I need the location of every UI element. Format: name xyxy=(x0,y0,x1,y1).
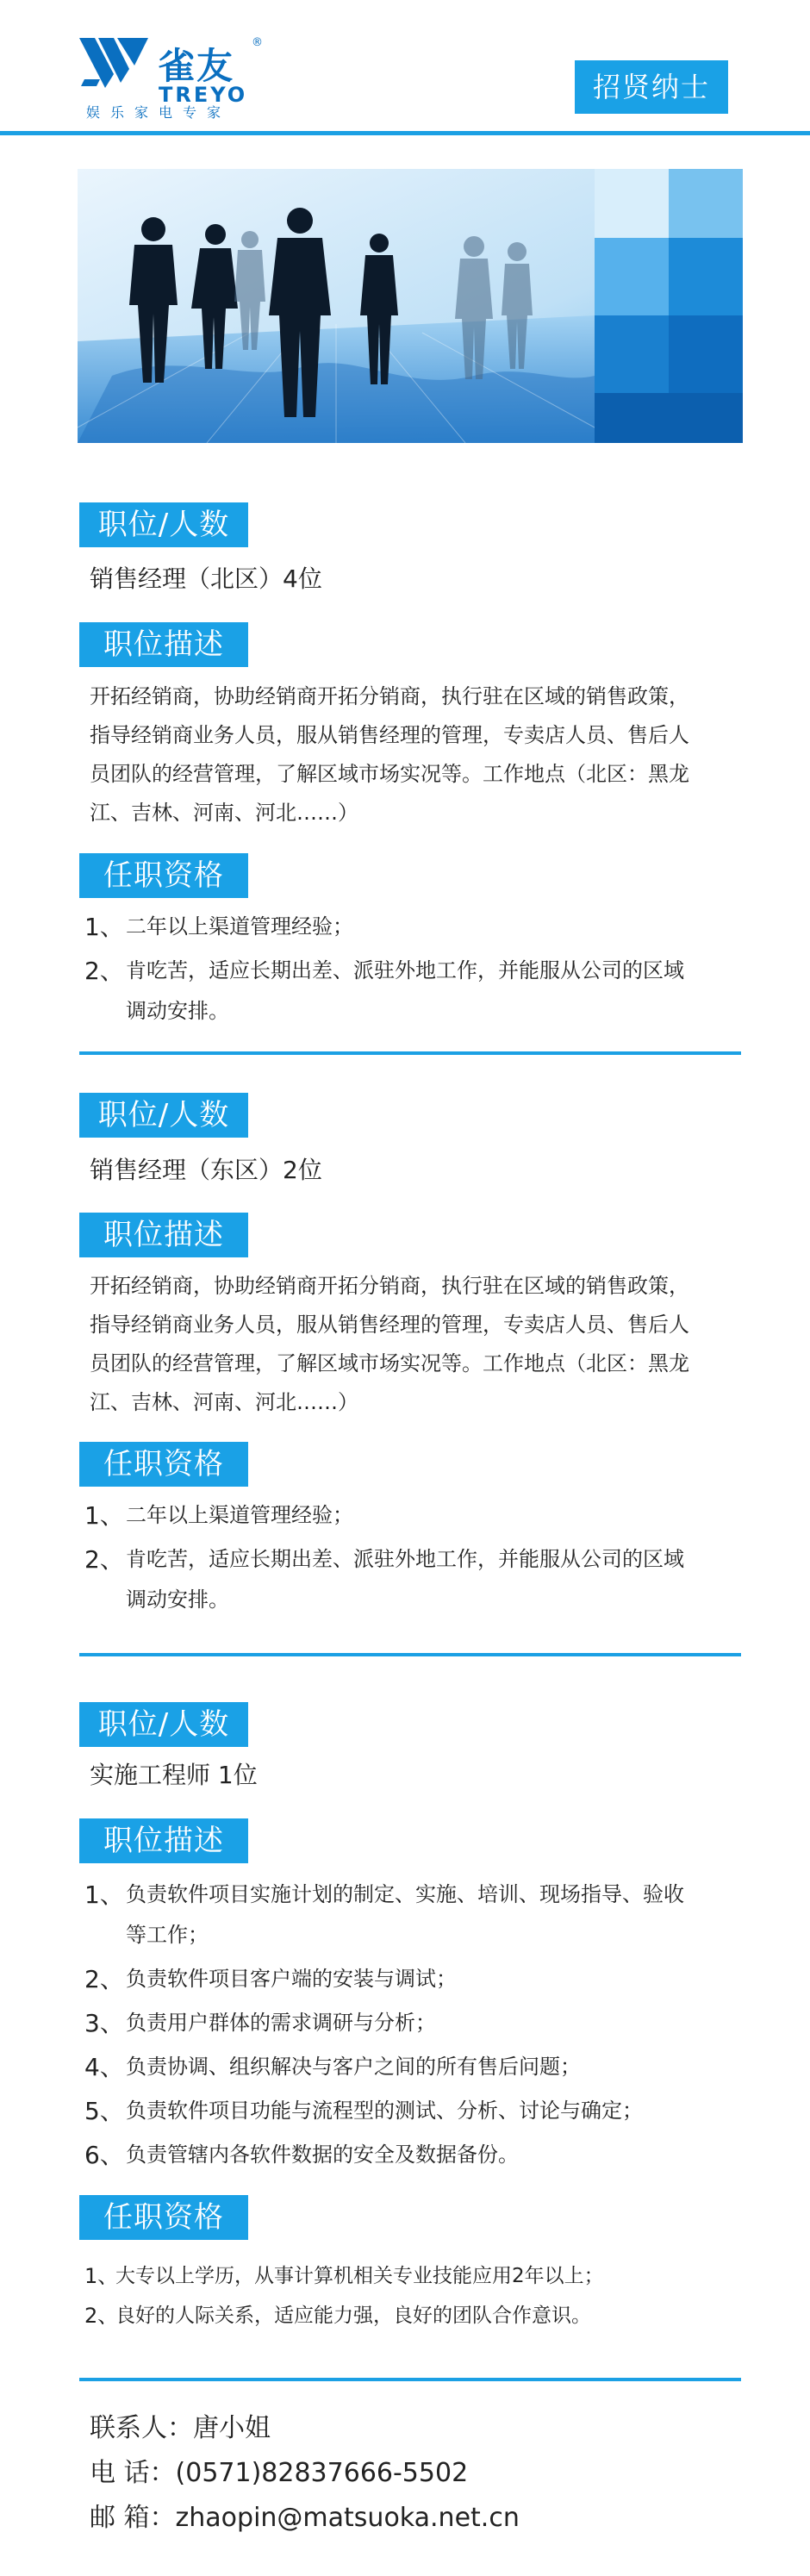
list-item xyxy=(84,951,748,1032)
list-text: 负责协调、组织解决与客户之间的所有售后问题； xyxy=(126,2055,581,2079)
list-text: 良好的人际关系，适应能力强，良好的团队合作意识。 xyxy=(115,2305,591,2327)
section-divider xyxy=(79,1051,741,1055)
contact-email[interactable]: 邮 箱：zhaopin@matsuoka.net.cn xyxy=(90,2503,520,2533)
list-text: 负责软件项目功能与流程型的测试、分析、讨论与确定； xyxy=(126,2099,643,2123)
list-number: 3、 xyxy=(84,2009,124,2037)
brand-logo[interactable] xyxy=(79,36,269,122)
position-heading: 职位/人数 xyxy=(79,1093,248,1138)
list-number: 2、 xyxy=(84,1545,124,1574)
contact-phone[interactable]: 电 话：(0571)82837666-5502 xyxy=(90,2458,469,2488)
job-position-east: 销售经理（东区）2位 xyxy=(90,1156,322,1184)
description-line: 员团队的经营管理，了解区域市场实况等。工作地点（北区：黑龙 xyxy=(90,1351,689,1375)
qualification-heading: 任职资格 xyxy=(79,853,248,898)
list-number: 6、 xyxy=(84,2141,124,2169)
list-text: 调动安排。 xyxy=(126,999,229,1023)
registered-mark: ® xyxy=(252,36,263,49)
list-item xyxy=(84,2135,748,2175)
list-item xyxy=(84,2298,748,2334)
list-text: 负责软件项目实施计划的制定、实施、培训、现场指导、验收 xyxy=(126,1882,684,1906)
job-description-north xyxy=(90,677,745,833)
list-text: 二年以上渠道管理经验； xyxy=(126,914,353,939)
list-number: 1、 xyxy=(84,1501,124,1530)
section-divider xyxy=(79,2378,741,2381)
brand-slogan: 娱乐家电专家 xyxy=(86,104,232,121)
job-position-north: 销售经理（北区）4位 xyxy=(90,564,322,593)
list-number: 1、 xyxy=(84,2264,119,2288)
list-text: 二年以上渠道管理经验； xyxy=(126,1503,353,1527)
list-text: 大专以上学历，从事计算机相关专业技能应用2年以上； xyxy=(115,2265,604,2287)
list-item xyxy=(84,907,748,947)
list-item xyxy=(84,1874,748,1955)
list-text: 肯吃苦，适应长期出差、派驻外地工作，并能服从公司的区域 xyxy=(126,1547,684,1571)
description-line: 江、吉林、河南、河北……） xyxy=(90,801,358,825)
list-number: 4、 xyxy=(84,2053,124,2081)
list-number: 5、 xyxy=(84,2097,124,2125)
description-line: 指导经销商业务人员，服从销售经理的管理，专卖店人员、售后人 xyxy=(90,1313,689,1337)
list-item xyxy=(84,1959,748,1999)
description-line: 指导经销商业务人员，服从销售经理的管理，专卖店人员、售后人 xyxy=(90,723,689,747)
logo-english-name: TREYO xyxy=(159,83,248,107)
position-heading: 职位/人数 xyxy=(79,502,248,547)
logo-mark-icon xyxy=(79,36,148,88)
list-text: 负责管辖内各软件数据的安全及数据备份。 xyxy=(126,2143,519,2167)
job-description-engineer xyxy=(84,1874,748,2179)
list-text: 等工作； xyxy=(126,1923,209,1947)
list-number: 2、 xyxy=(84,2304,119,2328)
list-number: 1、 xyxy=(84,1881,124,1909)
header-divider xyxy=(0,131,810,135)
description-line: 开拓经销商，协助经销商开拓分销商，执行驻在区域的销售政策， xyxy=(90,1274,689,1298)
description-line: 员团队的经营管理，了解区域市场实况等。工作地点（北区：黑龙 xyxy=(90,762,689,786)
description-heading: 职位描述 xyxy=(79,1213,248,1257)
position-heading: 职位/人数 xyxy=(79,1702,248,1747)
description-heading: 职位描述 xyxy=(79,622,248,667)
business-people-banner-image xyxy=(78,169,743,443)
description-heading: 职位描述 xyxy=(79,1818,248,1863)
list-number: 2、 xyxy=(84,957,124,985)
list-text: 负责软件项目客户端的安装与调试； xyxy=(126,1967,457,1991)
list-text: 肯吃苦，适应长期出差、派驻外地工作，并能服从公司的区域 xyxy=(126,958,684,982)
qualification-heading: 任职资格 xyxy=(79,2195,248,2240)
qualification-heading: 任职资格 xyxy=(79,1442,248,1487)
description-line: 开拓经销商，协助经销商开拓分销商，执行驻在区域的销售政策， xyxy=(90,684,689,708)
header xyxy=(0,0,810,129)
list-text: 负责用户群体的需求调研与分析； xyxy=(126,2011,436,2035)
recruitment-badge: 招贤纳士 xyxy=(575,60,728,114)
list-item xyxy=(84,2258,748,2294)
description-line: 江、吉林、河南、河北……） xyxy=(90,1390,358,1414)
list-text: 调动安排。 xyxy=(126,1587,229,1612)
qualification-list-north xyxy=(84,907,748,1035)
job-description-east xyxy=(90,1267,745,1422)
list-item xyxy=(84,2047,748,2087)
contact-person: 联系人：唐小姐 xyxy=(90,2413,271,2443)
list-item xyxy=(84,1539,748,1620)
job-position-engineer: 实施工程师 1位 xyxy=(90,1761,258,1789)
qualification-list-east xyxy=(84,1495,748,1624)
list-number: 1、 xyxy=(84,913,124,941)
list-item xyxy=(84,2091,748,2131)
list-number: 2、 xyxy=(84,1965,124,1993)
logo-chinese-name: 雀友 xyxy=(159,45,235,87)
list-item xyxy=(84,1495,748,1536)
list-item xyxy=(84,2003,748,2043)
qualification-list-engineer xyxy=(84,2258,748,2337)
section-divider xyxy=(79,1653,741,1656)
